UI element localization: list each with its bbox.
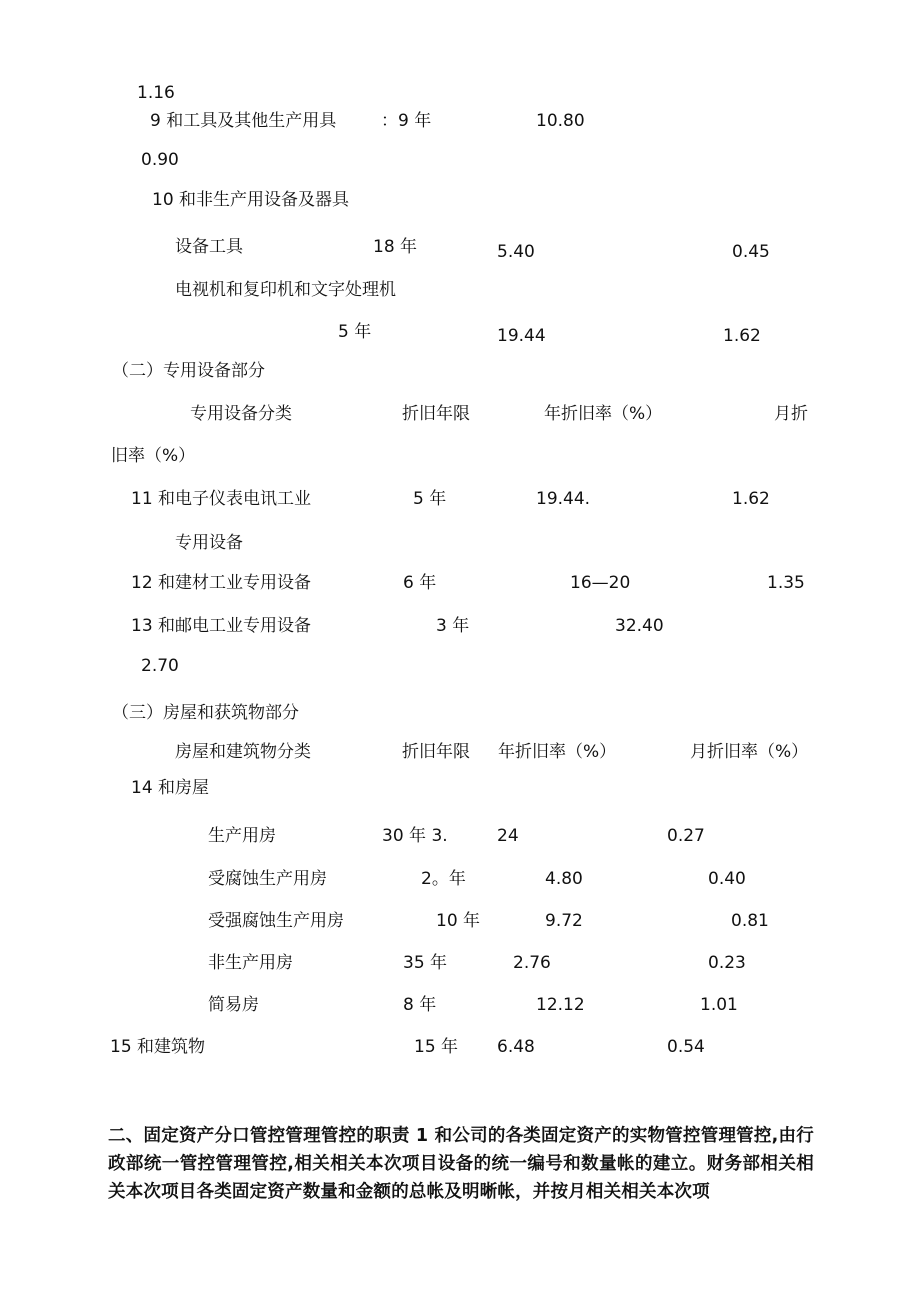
body-paragraph: 二、固定资产分口管控管理管控的职责 1 和公司的各类固定资产的实物管控管理管控,由行政部统一管控管理管控,相关相关本次项目设备的统一编号和数量帐的建立。财务部相关相关本次项目各类固定资产数量和金额的总帐及明晰帐，并按月相关相关本次项 — [108, 1126, 814, 1202]
text-line: 0.90 — [141, 150, 179, 170]
table-cell: 2.76 — [513, 953, 551, 973]
table-header: 月折 — [774, 404, 808, 424]
text-line: 10.80 — [536, 111, 585, 131]
table-cell: 15 和建筑物 — [110, 1037, 206, 1057]
table-cell: 简易房 — [208, 995, 259, 1015]
text-line: 0.45 — [732, 242, 770, 262]
table-header: 年折旧率（%） — [498, 742, 617, 762]
table-header: 年折旧率（%） — [544, 404, 663, 424]
table-cell: 0.40 — [708, 869, 746, 889]
text-line: 9 和工具及其他生产用具 — [150, 111, 337, 131]
text-line: 电视机和复印机和文字处理机 — [175, 280, 396, 300]
section-heading: （二）专用设备部分 — [112, 361, 265, 381]
table-cell: 12 和建材工业专用设备 — [131, 573, 312, 593]
text-line: 10 和非生产用设备及器具 — [152, 190, 350, 210]
table-header: 旧率（%） — [111, 446, 196, 466]
table-cell: 32.40 — [615, 616, 664, 636]
table-header: 折旧年限 — [402, 742, 470, 762]
table-cell: 1.62 — [732, 489, 770, 509]
table-header: 房屋和建筑物分类 — [175, 742, 311, 762]
table-cell: 24 — [497, 826, 519, 846]
table-cell: 0.27 — [667, 826, 705, 846]
table-cell: 11 和电子仪表电讯工业 — [131, 489, 312, 509]
table-cell: 30 年 3. — [382, 826, 448, 846]
table-header: 折旧年限 — [402, 404, 470, 424]
table-cell: 1.01 — [700, 995, 738, 1015]
table-cell: 9.72 — [545, 911, 583, 931]
text-line: ：9 年 — [381, 111, 432, 131]
table-cell: 10 年 — [436, 911, 481, 931]
table-cell: 0.23 — [708, 953, 746, 973]
table-header: 月折旧率（%） — [690, 742, 809, 762]
text-line: 5 年 — [338, 322, 372, 342]
table-cell: 2。年 — [421, 869, 466, 889]
table-cell: 6.48 — [497, 1037, 535, 1057]
table-cell: 专用设备 — [175, 533, 243, 553]
text-line: 5.40 — [497, 242, 535, 262]
table-cell: 受强腐蚀生产用房 — [208, 911, 344, 931]
table-cell: 0.81 — [731, 911, 769, 931]
table-cell: 12.12 — [536, 995, 585, 1015]
table-cell: 13 和邮电工业专用设备 — [131, 616, 312, 636]
table-cell: 生产用房 — [208, 826, 276, 846]
table-cell: 非生产用房 — [208, 953, 293, 973]
table-header: 专用设备分类 — [190, 404, 292, 424]
text-line: 19.44 — [497, 326, 546, 346]
table-cell: 19.44. — [536, 489, 591, 509]
text-line: 设备工具 — [175, 237, 243, 257]
table-cell: 3 年 — [436, 616, 470, 636]
table-cell: 6 年 — [403, 573, 437, 593]
table-cell: 15 年 — [414, 1037, 459, 1057]
table-cell: 受腐蚀生产用房 — [208, 869, 327, 889]
table-cell: 2.70 — [141, 656, 179, 676]
table-cell: 0.54 — [667, 1037, 705, 1057]
section-heading: （三）房屋和获筑物部分 — [112, 703, 299, 723]
table-cell: 5 年 — [413, 489, 447, 509]
table-cell: 35 年 — [403, 953, 448, 973]
table-cell: 14 和房屋 — [131, 778, 210, 798]
text-line: 18 年 — [373, 237, 418, 257]
table-cell: 1.35 — [767, 573, 805, 593]
text-line: 1.62 — [723, 326, 761, 346]
table-cell: 8 年 — [403, 995, 437, 1015]
table-cell: 4.80 — [545, 869, 583, 889]
text-line: 1.16 — [137, 83, 175, 103]
table-cell: 16—20 — [570, 573, 631, 593]
